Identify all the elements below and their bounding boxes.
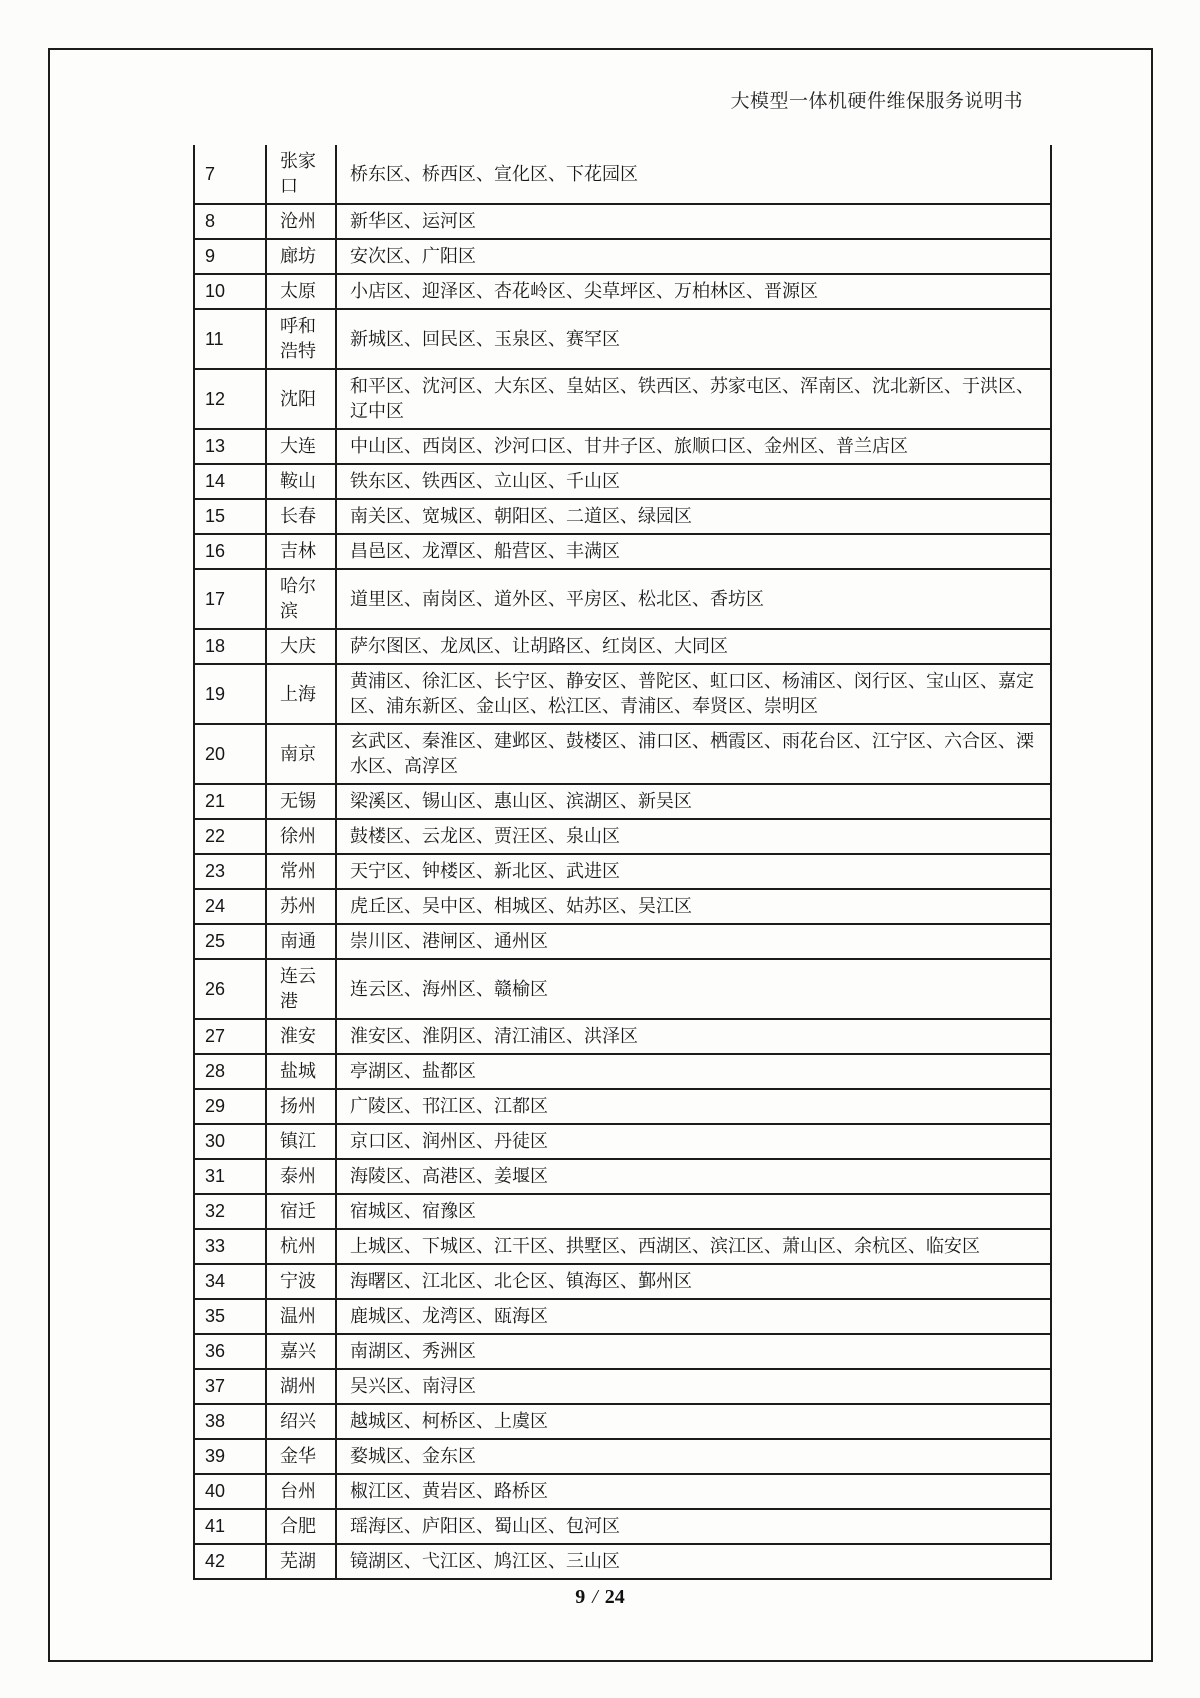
table-row — [194, 1299, 1051, 1334]
district-list-cell: 天宁区、钟楼区、新北区、武进区 — [336, 854, 1051, 889]
table-row — [194, 569, 1051, 629]
district-list-cell: 宿城区、宿豫区 — [336, 1194, 1051, 1229]
row-number-cell: 34 — [194, 1264, 266, 1299]
row-number-cell: 7 — [194, 145, 266, 204]
district-list-cell: 椒江区、黄岩区、路桥区 — [336, 1474, 1051, 1509]
table-row — [194, 274, 1051, 309]
district-list-cell: 安次区、广阳区 — [336, 239, 1051, 274]
city-name-cell: 绍兴 — [266, 1404, 336, 1439]
district-list-cell: 婺城区、金东区 — [336, 1439, 1051, 1474]
city-name-cell: 鞍山 — [266, 464, 336, 499]
city-name-cell: 连云港 — [266, 959, 336, 1019]
city-name-cell: 吉林 — [266, 534, 336, 569]
table-row — [194, 854, 1051, 889]
table-row — [194, 145, 1051, 204]
city-name-cell: 宁波 — [266, 1264, 336, 1299]
row-number-cell: 39 — [194, 1439, 266, 1474]
table-row — [194, 1439, 1051, 1474]
city-name-cell: 呼和浩特 — [266, 309, 336, 369]
table-row — [194, 1509, 1051, 1544]
city-name-cell: 张家口 — [266, 145, 336, 204]
district-list-cell: 中山区、西岗区、沙河口区、甘井子区、旅顺口区、金州区、普兰店区 — [336, 429, 1051, 464]
table-row — [194, 1474, 1051, 1509]
district-list-cell: 昌邑区、龙潭区、船营区、丰满区 — [336, 534, 1051, 569]
table-row — [194, 429, 1051, 464]
page-number-total: 24 — [604, 1586, 625, 1608]
city-name-cell: 苏州 — [266, 889, 336, 924]
row-number-cell: 23 — [194, 854, 266, 889]
row-number-cell: 33 — [194, 1229, 266, 1264]
row-number-cell: 12 — [194, 369, 266, 429]
table-row — [194, 1089, 1051, 1124]
district-list-cell: 京口区、润州区、丹徒区 — [336, 1124, 1051, 1159]
row-number-cell: 18 — [194, 629, 266, 664]
district-list-cell: 小店区、迎泽区、杏花岭区、尖草坪区、万柏林区、晋源区 — [336, 274, 1051, 309]
city-name-cell: 廊坊 — [266, 239, 336, 274]
city-name-cell: 泰州 — [266, 1159, 336, 1194]
table-row — [194, 239, 1051, 274]
district-list-cell: 虎丘区、吴中区、相城区、姑苏区、吴江区 — [336, 889, 1051, 924]
row-number-cell: 31 — [194, 1159, 266, 1194]
table-row — [194, 309, 1051, 369]
city-name-cell: 大连 — [266, 429, 336, 464]
page-footer — [0, 1586, 1200, 1609]
page-number-current: 9 — [575, 1586, 586, 1608]
district-list-cell: 鹿城区、龙湾区、瓯海区 — [336, 1299, 1051, 1334]
table-row — [194, 724, 1051, 784]
row-number-cell: 9 — [194, 239, 266, 274]
table-row — [194, 1264, 1051, 1299]
city-name-cell: 沧州 — [266, 204, 336, 239]
city-name-cell: 南通 — [266, 924, 336, 959]
table-row — [194, 889, 1051, 924]
table-row — [194, 369, 1051, 429]
document-header-title: 大模型一体机硬件维保服务说明书 — [730, 91, 1023, 112]
row-number-cell: 16 — [194, 534, 266, 569]
table-row — [194, 819, 1051, 854]
city-name-cell: 哈尔滨 — [266, 569, 336, 629]
row-number-cell: 41 — [194, 1509, 266, 1544]
table-row — [194, 1019, 1051, 1054]
row-number-cell: 17 — [194, 569, 266, 629]
table-row — [194, 534, 1051, 569]
district-list-cell: 海陵区、高港区、姜堰区 — [336, 1159, 1051, 1194]
table-row — [194, 1334, 1051, 1369]
district-table — [193, 145, 1052, 1580]
table-row — [194, 1544, 1051, 1579]
district-list-cell: 玄武区、秦淮区、建邺区、鼓楼区、浦口区、栖霞区、雨花台区、江宁区、六合区、溧水区、高淳区 — [336, 724, 1051, 784]
row-number-cell: 32 — [194, 1194, 266, 1229]
city-name-cell: 上海 — [266, 664, 336, 724]
row-number-cell: 22 — [194, 819, 266, 854]
district-list-cell: 上城区、下城区、江干区、拱墅区、西湖区、滨江区、萧山区、余杭区、临安区 — [336, 1229, 1051, 1264]
row-number-cell: 36 — [194, 1334, 266, 1369]
row-number-cell: 37 — [194, 1369, 266, 1404]
city-name-cell: 淮安 — [266, 1019, 336, 1054]
district-list-cell: 新城区、回民区、玉泉区、赛罕区 — [336, 309, 1051, 369]
district-list-cell: 吴兴区、南浔区 — [336, 1369, 1051, 1404]
city-name-cell: 太原 — [266, 274, 336, 309]
city-name-cell: 嘉兴 — [266, 1334, 336, 1369]
page-number-separator: / — [592, 1586, 598, 1608]
district-list-cell: 连云区、海州区、赣榆区 — [336, 959, 1051, 1019]
city-name-cell: 徐州 — [266, 819, 336, 854]
district-list-cell: 鼓楼区、云龙区、贾汪区、泉山区 — [336, 819, 1051, 854]
city-name-cell: 台州 — [266, 1474, 336, 1509]
row-number-cell: 11 — [194, 309, 266, 369]
row-number-cell: 24 — [194, 889, 266, 924]
district-list-cell: 新华区、运河区 — [336, 204, 1051, 239]
city-name-cell: 金华 — [266, 1439, 336, 1474]
row-number-cell: 27 — [194, 1019, 266, 1054]
district-list-cell: 南关区、宽城区、朝阳区、二道区、绿园区 — [336, 499, 1051, 534]
city-name-cell: 杭州 — [266, 1229, 336, 1264]
table-row — [194, 1124, 1051, 1159]
row-number-cell: 10 — [194, 274, 266, 309]
table-row — [194, 664, 1051, 724]
district-list-cell: 桥东区、桥西区、宣化区、下花园区 — [336, 145, 1051, 204]
table-row — [194, 959, 1051, 1019]
table-row — [194, 1194, 1051, 1229]
district-list-cell: 南湖区、秀洲区 — [336, 1334, 1051, 1369]
district-list-cell: 萨尔图区、龙凤区、让胡路区、红岗区、大同区 — [336, 629, 1051, 664]
table-row — [194, 1054, 1051, 1089]
city-name-cell: 宿迁 — [266, 1194, 336, 1229]
table-row — [194, 629, 1051, 664]
city-name-cell: 芜湖 — [266, 1544, 336, 1579]
city-name-cell: 盐城 — [266, 1054, 336, 1089]
district-list-cell: 海曙区、江北区、北仑区、镇海区、鄞州区 — [336, 1264, 1051, 1299]
row-number-cell: 40 — [194, 1474, 266, 1509]
city-name-cell: 长春 — [266, 499, 336, 534]
district-list-cell: 崇川区、港闸区、通州区 — [336, 924, 1051, 959]
district-list-cell: 黄浦区、徐汇区、长宁区、静安区、普陀区、虹口区、杨浦区、闵行区、宝山区、嘉定区、浦东新区、金山区、松江区、青浦区、奉贤区、崇明区 — [336, 664, 1051, 724]
row-number-cell: 14 — [194, 464, 266, 499]
city-name-cell: 扬州 — [266, 1089, 336, 1124]
district-list-cell: 淮安区、淮阴区、清江浦区、洪泽区 — [336, 1019, 1051, 1054]
row-number-cell: 35 — [194, 1299, 266, 1334]
city-name-cell: 常州 — [266, 854, 336, 889]
city-name-cell: 无锡 — [266, 784, 336, 819]
table-row — [194, 1229, 1051, 1264]
table-row — [194, 204, 1051, 239]
table-row — [194, 464, 1051, 499]
district-list-cell: 道里区、南岗区、道外区、平房区、松北区、香坊区 — [336, 569, 1051, 629]
city-name-cell: 温州 — [266, 1299, 336, 1334]
city-name-cell: 南京 — [266, 724, 336, 784]
row-number-cell: 15 — [194, 499, 266, 534]
row-number-cell: 38 — [194, 1404, 266, 1439]
row-number-cell: 30 — [194, 1124, 266, 1159]
district-list-cell: 镜湖区、弋江区、鸠江区、三山区 — [336, 1544, 1051, 1579]
row-number-cell: 20 — [194, 724, 266, 784]
row-number-cell: 42 — [194, 1544, 266, 1579]
row-number-cell: 25 — [194, 924, 266, 959]
table-row — [194, 1369, 1051, 1404]
table-row — [194, 784, 1051, 819]
district-list-cell: 越城区、柯桥区、上虞区 — [336, 1404, 1051, 1439]
district-list-cell: 瑶海区、庐阳区、蜀山区、包河区 — [336, 1509, 1051, 1544]
district-list-cell: 广陵区、邗江区、江都区 — [336, 1089, 1051, 1124]
row-number-cell: 8 — [194, 204, 266, 239]
table-row — [194, 1404, 1051, 1439]
row-number-cell: 21 — [194, 784, 266, 819]
row-number-cell: 26 — [194, 959, 266, 1019]
row-number-cell: 13 — [194, 429, 266, 464]
city-name-cell: 镇江 — [266, 1124, 336, 1159]
city-name-cell: 湖州 — [266, 1369, 336, 1404]
district-list-cell: 和平区、沈河区、大东区、皇姑区、铁西区、苏家屯区、浑南区、沈北新区、于洪区、辽中区 — [336, 369, 1051, 429]
city-name-cell: 大庆 — [266, 629, 336, 664]
table-row — [194, 499, 1051, 534]
table-row — [194, 924, 1051, 959]
district-list-cell: 铁东区、铁西区、立山区、千山区 — [336, 464, 1051, 499]
table-row — [194, 1159, 1051, 1194]
city-name-cell: 合肥 — [266, 1509, 336, 1544]
district-list-cell: 梁溪区、锡山区、惠山区、滨湖区、新吴区 — [336, 784, 1051, 819]
row-number-cell: 19 — [194, 664, 266, 724]
city-name-cell: 沈阳 — [266, 369, 336, 429]
district-list-cell: 亭湖区、盐都区 — [336, 1054, 1051, 1089]
row-number-cell: 28 — [194, 1054, 266, 1089]
row-number-cell: 29 — [194, 1089, 266, 1124]
